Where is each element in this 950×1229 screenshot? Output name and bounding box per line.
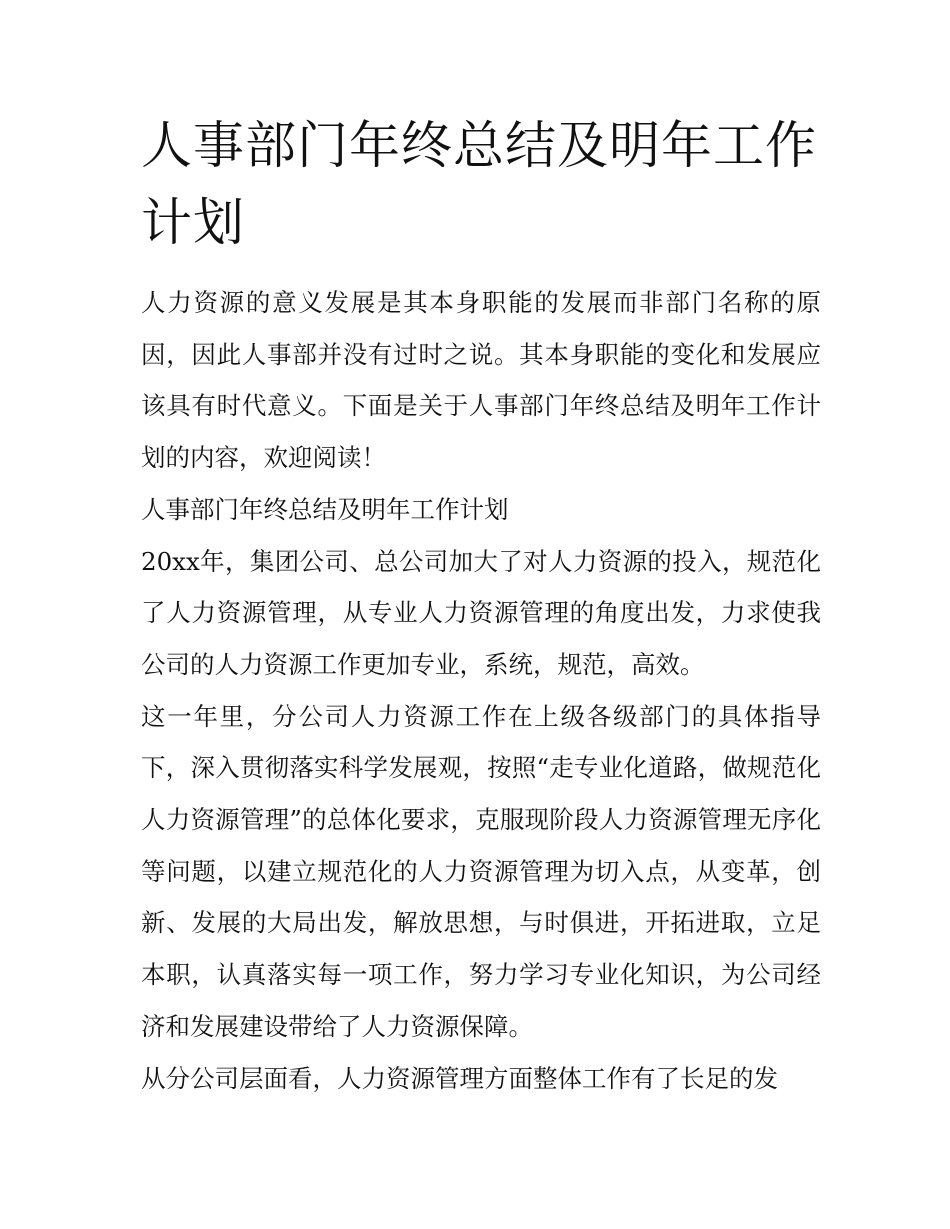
body-paragraph: 这一年里，分公司人力资源工作在上级各级部门的具体指导下，深入贯彻落实科学发展观，按照“走专业化道路，做规范化人力资源管理”的总体化要求，克服现阶段人力资源管理无序化等问题，以建立规范化的人力资源管理为切入点，从变革，创新、发展的大局出发，解放思想，与时俱进，开拓进取，立足本职，认真落实每一项工作，努力学习专业化知识，为公司经济和发展建设带给了人力资源保障。 — [141, 701, 821, 1041]
section-heading: 人事部门年终总结及明年工作计划 — [141, 494, 509, 524]
document-body — [141, 277, 821, 1104]
body-paragraph: 从分公司层面看，人力资源管理方面整体工作有了长足的发 — [141, 1063, 778, 1093]
document-page — [141, 108, 821, 1104]
body-paragraph: 20xx年，集团公司、总公司加大了对人力资源的投入，规范化了人力资源管理，从专业人力资源管理的角度出发，力求使我公司的人力资源工作更加专业，系统，规范，高效。 — [141, 546, 821, 679]
document-title: 人事部门年终总结及明年工作计划 — [141, 117, 818, 253]
intro-paragraph: 人力资源的意义发展是其本身职能的发展而非部门名称的原因，因此人事部并没有过时之说。其本身职能的变化和发展应该具有时代意义。下面是关于人事部门年终总结及明年工作计划的内容，欢迎阅读！ — [141, 288, 821, 473]
